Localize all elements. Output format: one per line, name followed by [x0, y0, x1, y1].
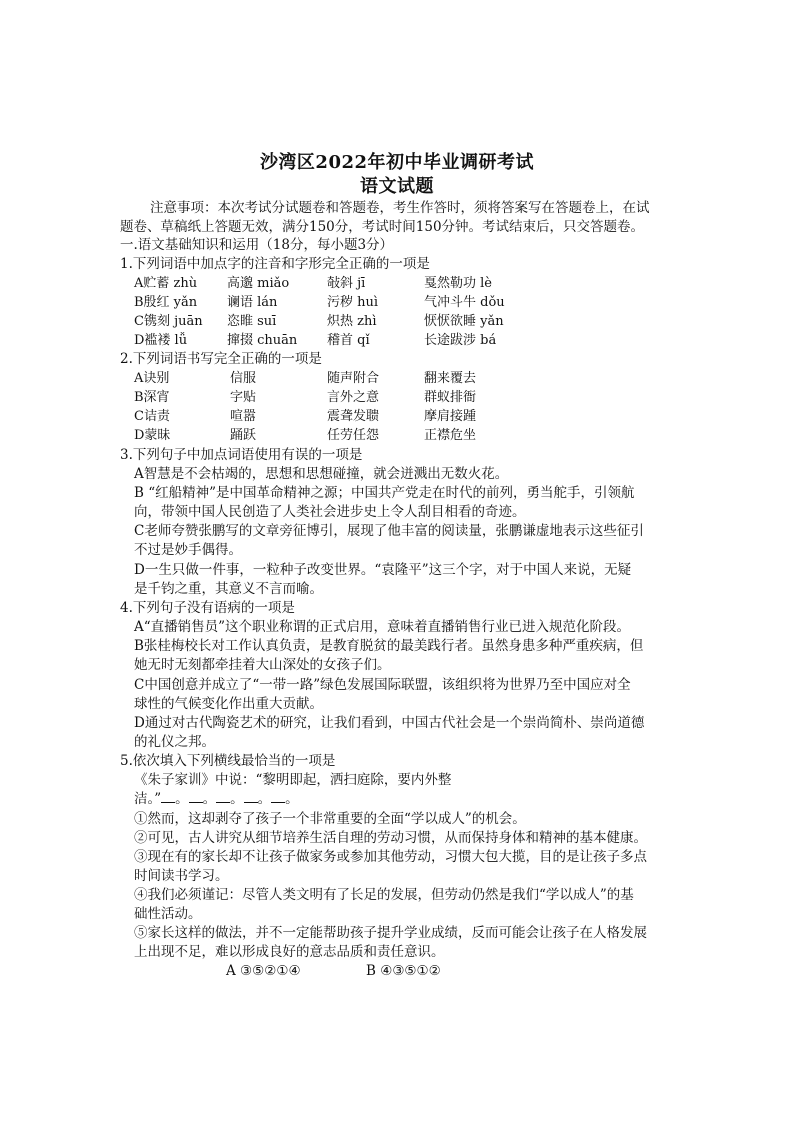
q3-option-c-cont: 不过是妙手偶得。 [134, 542, 242, 558]
q5-sentence-5-cont: 上出现不足，难以形成良好的意志品质和责任意识。 [134, 944, 445, 960]
q1-option-row [134, 274, 674, 293]
q5-sentence-4: ④我们必须谨记：尽管人类文明有了长足的发展，但劳动仍然是我们“学以成人”的基 [134, 887, 634, 903]
q1-cell: 气冲斗牛 dǒu [424, 295, 505, 310]
q1-cell: 稽首 qǐ [327, 333, 370, 348]
q2-cell: 随声附合 [327, 371, 380, 386]
q1-cell: 撺掇 chuān [227, 333, 298, 348]
q1-cell: 戛然勒功 lè [424, 276, 492, 291]
q2-cell: 字贴 [230, 390, 257, 405]
q4-option-b-cont: 她无时无刻都牵挂着大山深处的女孩子们。 [134, 657, 391, 673]
q1-cell: 恣睢 suī [227, 314, 277, 329]
q2-stem: 2.下列词语书写完全正确的一项是 [120, 351, 322, 367]
answer-blank [189, 790, 203, 803]
exam-subtitle: 语文试题 [360, 176, 434, 197]
q2-cell: 翻来覆去 [424, 371, 477, 386]
q2-cell: 群蚁排衙 [424, 390, 477, 405]
q5-option-a: A ③⑤②①④ [226, 963, 301, 979]
q2-option-row [134, 369, 674, 388]
answer-blank [216, 790, 230, 803]
q2-cell: 震聋发聩 [327, 409, 380, 424]
q3-option-c: C老师夸赞张鹏写的文章旁征博引，展现了他丰富的阅读量，张鹏谦虚地表示这些征引 [134, 523, 644, 539]
answer-blank [161, 790, 175, 803]
q1-cell: 长途跋涉 bá [424, 333, 497, 348]
q5-sentence-4-cont: 础性活动。 [134, 906, 202, 922]
q5-option-b: B ④③⑤①② [366, 963, 441, 979]
q2-cell: 喧嚣 [230, 409, 257, 424]
q2-cell: 言外之意 [327, 390, 380, 405]
notice-line-2: 题卷、草稿纸上答题无效，满分150分，考试时间150分钟。考试结束后，只交答题卷。 [120, 219, 645, 235]
q1-option-row [134, 331, 674, 350]
blank-separator: 。 [230, 791, 244, 807]
q2-option-row [134, 426, 674, 445]
blank-separator: 。 [202, 791, 217, 807]
q4-stem: 4.下列句子没有语病的一项是 [120, 600, 295, 616]
q3-option-b: B “红船精神”是中国革命精神之源；中国共产党走在时代的前列，勇当舵手，引领航 [134, 485, 635, 501]
q5-sentence-5: ⑤家长这样的做法，并不一定能帮助孩子提升学业成绩，反而可能会让孩子在人格发展 [134, 925, 647, 941]
q1-cell: 炽热 zhì [327, 314, 377, 329]
q4-option-c-cont: 球性的气候变化作出重大贡献。 [134, 696, 323, 712]
section-heading: 一.语文基础知识和运用（18分，每小题3分） [120, 237, 394, 253]
q5-sentence-3-cont: 时间读书学习。 [134, 868, 229, 884]
q1-cell: A贮蓄 zhù [134, 276, 198, 291]
answer-blank [271, 790, 285, 803]
q3-option-d: D一生只做一件事，一粒种子改变世界。“袁隆平”这三个字，对于中国人来说，无疑 [134, 562, 632, 578]
q2-option-row [134, 407, 674, 426]
q1-stem: 1.下列词语中加点字的注音和字形完全正确的一项是 [120, 256, 430, 272]
q1-cell: 高邈 miǎo [227, 276, 290, 291]
q5-quote-end: 洁。” [134, 791, 162, 807]
q5-stem: 5.依次填入下列横线最恰当的一项是 [120, 753, 336, 769]
q3-stem: 3.下列句子中加点词语使用有误的一项是 [120, 447, 363, 463]
q5-sentence-3: ③现在有的家长却不让孩子做家务或参加其他劳动，习惯大包大揽，目的是让孩子多点 [134, 849, 647, 865]
q2-cell: 信服 [230, 371, 257, 386]
q1-option-row [134, 312, 674, 331]
q1-cell: 恹恹欲睡 yǎn [424, 314, 504, 329]
q5-sentence-2: ②可见，古人讲究从细节培养生活自理的劳动习惯，从而保持身体和精神的基本健康。 [134, 830, 647, 846]
q5-quote: 《朱子家训》中说：“黎明即起，洒扫庭除，要内外整 [134, 772, 452, 788]
q4-option-b: B张桂梅校长对工作认真负责，是教育脱贫的最美践行者。虽然身患多种严重疾病，但 [134, 638, 644, 654]
q1-cell: C镌刻 juān [134, 314, 203, 329]
q3-option-a: A智慧是不会枯竭的，思想和思想碰撞，就会迸溅出无数火花。 [134, 466, 509, 482]
q4-option-d-cont: 的礼仪之邦。 [134, 734, 215, 750]
blank-separator: 。 [257, 791, 272, 807]
q2-cell: 正襟危坐 [424, 428, 477, 443]
q2-cell: 踊跃 [230, 428, 257, 443]
blank-separator: 。 [175, 791, 189, 807]
q2-cell: 摩肩接踵 [424, 409, 477, 424]
q2-cell: A诀别 [134, 371, 170, 386]
q2-cell: C诘责 [134, 409, 170, 424]
q4-option-c: C中国创意并成立了“一带一路”绿色发展国际联盟，该组织将为世界乃至中国应对全 [134, 677, 631, 693]
q1-cell: 谰语 lán [227, 295, 278, 310]
q2-cell: B深宵 [134, 390, 170, 405]
q5-sentence-1: ①然而，这却剥夺了孩子一个非常重要的全面“学以成人”的机会。 [134, 811, 526, 827]
notice-line-1: 注意事项：本次考试分试题卷和答题卷，考生作答时，须将答案写在答题卷上，在试 [150, 200, 650, 216]
q4-option-a: A“直播销售员”这个职业称谓的正式启用，意味着直播销售行业已进入规范化阶段。 [134, 619, 631, 635]
q1-cell: 污秽 huì [327, 295, 379, 310]
exam-title: 沙湾区2022年初中毕业调研考试 [259, 152, 535, 173]
q3-option-b-cont: 向，带领中国人民创造了人类社会进步史上令人刮目相看的奇迹。 [134, 504, 526, 520]
blank-separator: 。 [285, 791, 299, 807]
q5-blanks-line [134, 790, 299, 809]
q1-cell: 敧斜 jī [327, 276, 366, 291]
q1-cell: B殷红 yǎn [134, 295, 198, 310]
answer-blank [244, 790, 258, 803]
q2-option-row [134, 388, 674, 407]
q4-option-d: D通过对古代陶瓷艺术的研究，让我们看到，中国古代社会是一个崇尚简朴、崇尚道德 [134, 715, 645, 731]
q1-option-row [134, 293, 674, 312]
q2-cell: D蒙昧 [134, 428, 171, 443]
q3-option-d-cont: 是千钧之重，其意义不言而喻。 [134, 581, 323, 597]
q2-cell: 任劳任怨 [327, 428, 380, 443]
q1-cell: D褴褛 lǚ [134, 333, 188, 348]
